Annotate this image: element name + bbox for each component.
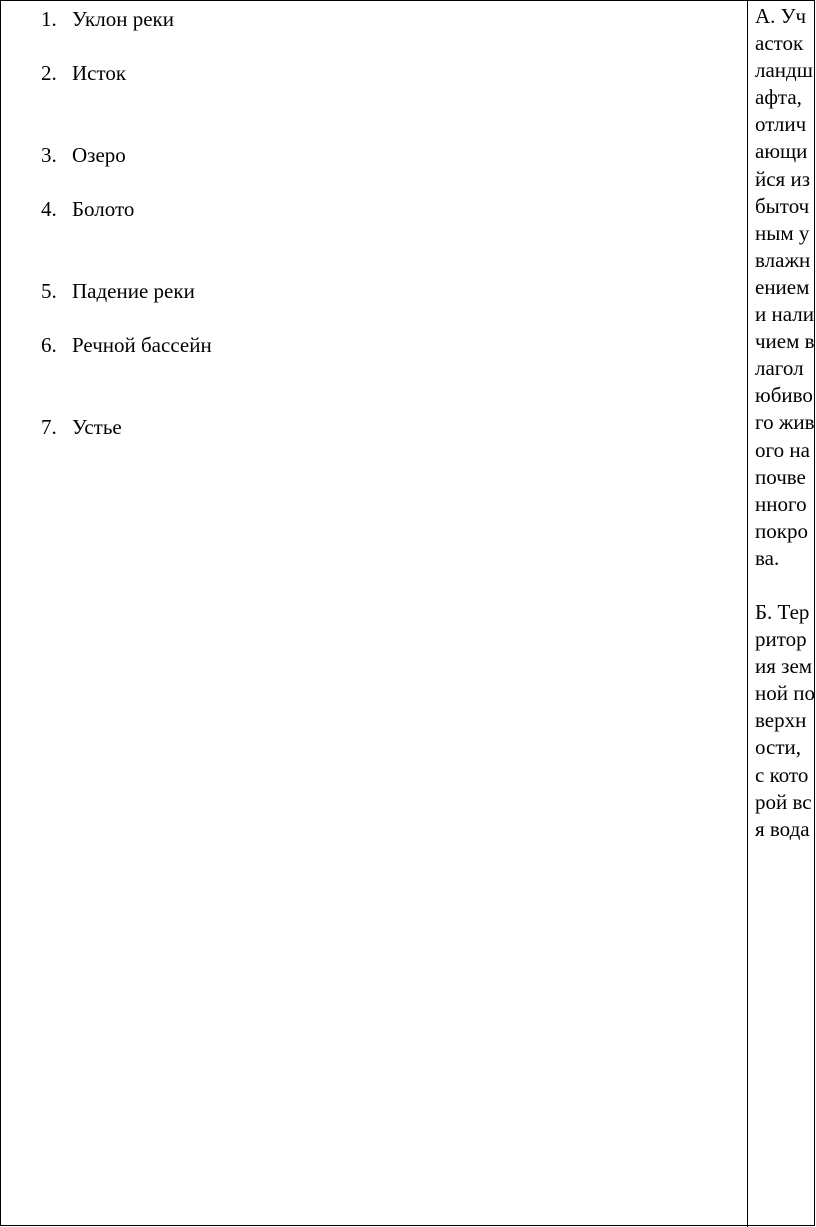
term-number: 7. (41, 415, 57, 439)
terms-column (1, 1, 747, 1227)
term-label: Уклон реки (72, 7, 174, 31)
term-item (41, 59, 126, 87)
term-label: Падение реки (72, 279, 195, 303)
term-number: 5. (41, 279, 57, 303)
term-label: Озеро (72, 143, 126, 167)
term-number: 3. (41, 143, 57, 167)
term-item (41, 413, 122, 441)
term-label: Речной бассейн (72, 333, 212, 357)
term-number: 1. (41, 7, 57, 31)
term-label: Устье (72, 415, 122, 439)
definition-a: А. Участок ландшафта, отличающийся избыточным увлажнением и наличием влаголюбивого живого напочвенного покрова. (755, 4, 815, 570)
term-number: 2. (41, 61, 57, 85)
term-item (41, 195, 134, 223)
definition-b: Б. Территория земной поверхности, с которой вся вода (755, 599, 815, 841)
term-label: Исток (72, 61, 127, 85)
term-item (41, 5, 174, 33)
column-divider (747, 1, 748, 1227)
definitions-column (755, 3, 815, 1225)
term-number: 6. (41, 333, 57, 357)
term-label: Болото (72, 197, 135, 221)
term-item (41, 331, 212, 359)
term-item (41, 277, 195, 305)
term-item (41, 141, 126, 169)
term-number: 4. (41, 197, 57, 221)
